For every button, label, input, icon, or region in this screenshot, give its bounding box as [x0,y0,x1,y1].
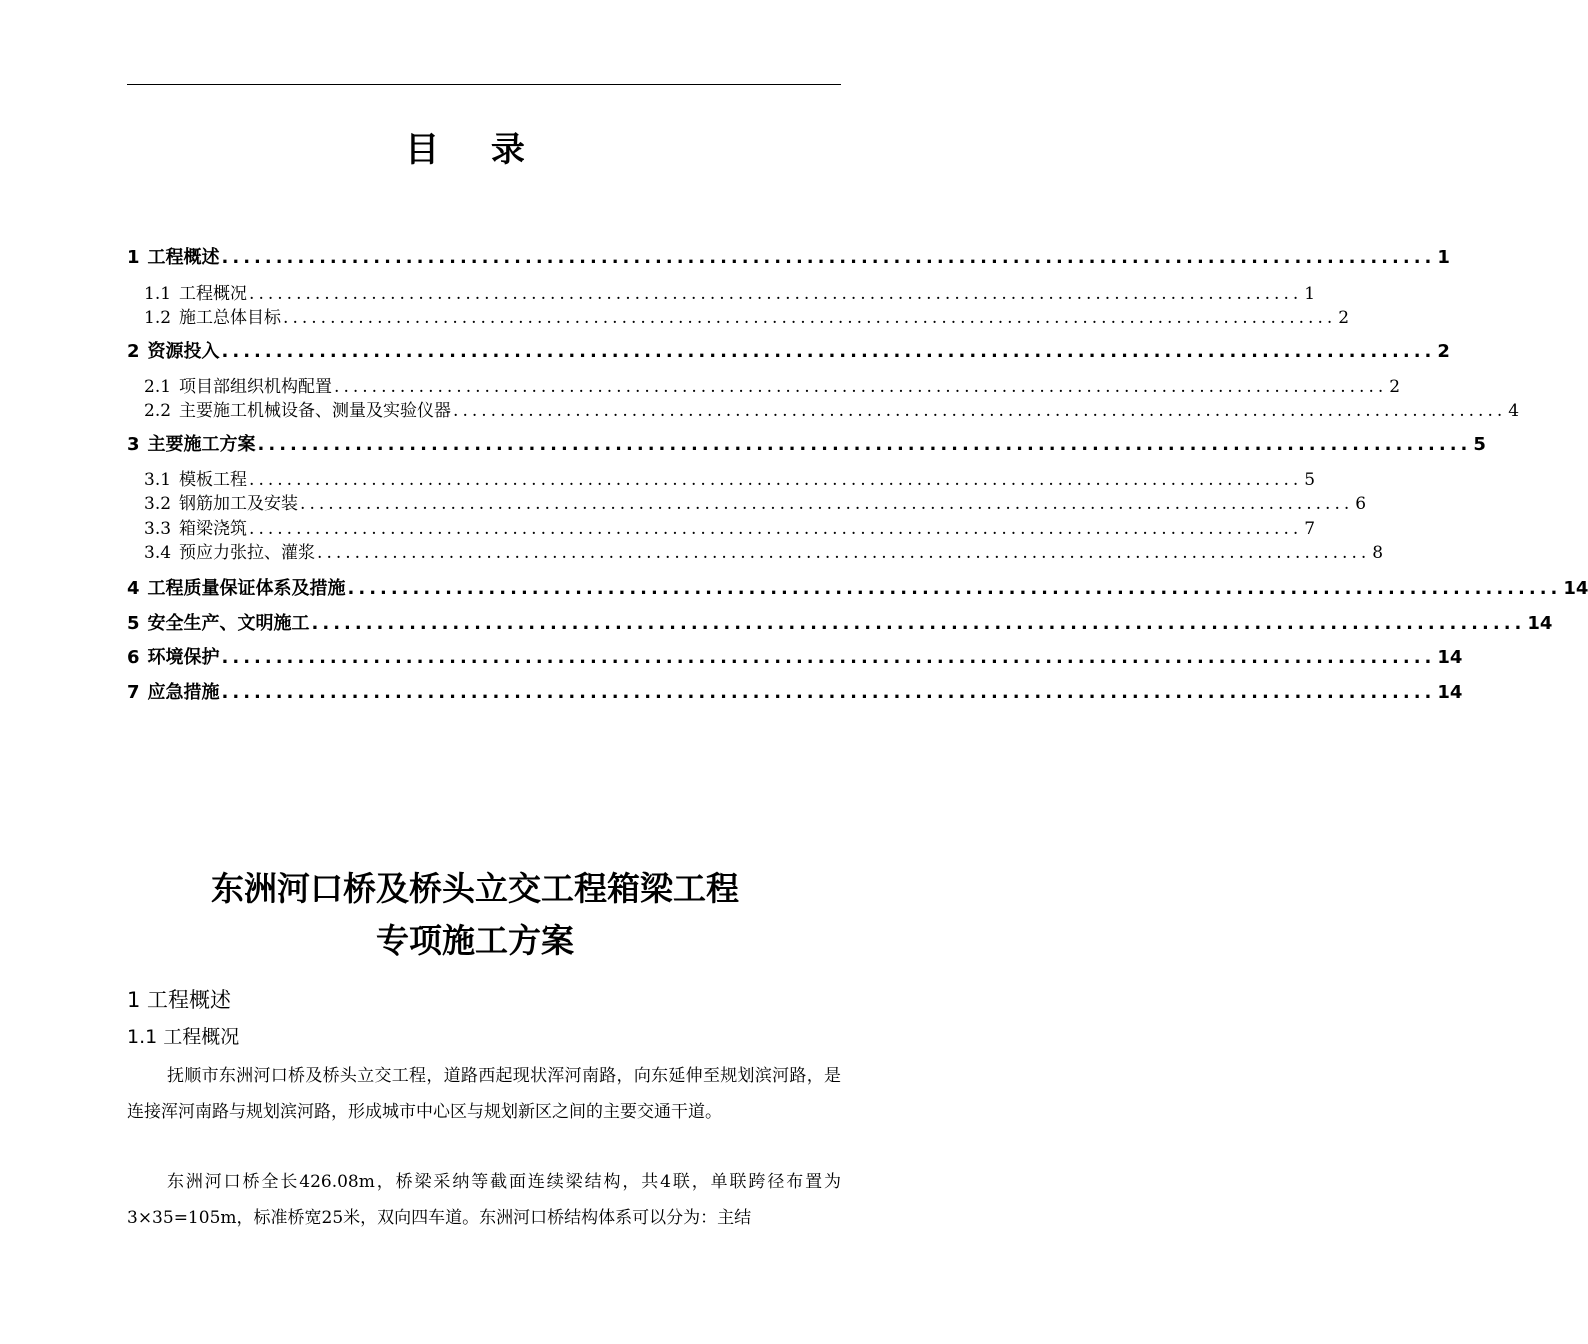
toc-entry-page: 4 [1508,401,1520,421]
document-title-line-2: 专项施工方案 [376,921,574,960]
toc-entry-page: 2 [1338,308,1350,328]
toc-leader: ................................................................................................................ [221,682,1436,703]
toc-entry-page: 14 [1437,682,1463,703]
toc-entry[interactable] [127,492,1367,516]
toc-leader: ................................................................................................................ [221,341,1436,362]
toc-entry[interactable] [127,541,1384,565]
toc-entry-page: 7 [1304,519,1316,539]
toc-entry-number: 1.1 [144,284,172,304]
toc-entry-label: 预应力张拉、灌浆 [179,543,316,563]
toc-entry[interactable] [127,575,1588,603]
document-title-line-1: 东洲河口桥及桥头立交工程箱梁工程 [211,869,739,908]
toc-leader: ................................................................................................................ [221,247,1436,268]
toc-entry-page: 1 [1437,247,1450,268]
toc-entry-page: 5 [1473,434,1486,455]
toc-leader: ................................................................................................................ [221,647,1436,668]
toc-entry-page: 5 [1304,470,1316,490]
toc-entry-label: 应急措施 [147,682,220,703]
toc-entry[interactable] [127,306,1350,330]
toc-entry[interactable] [127,431,1486,459]
toc-entry-page: 6 [1355,494,1367,514]
toc-leader: ................................................................................................................ [249,470,1303,490]
subsection-heading: 1.1 工程概况 [127,1026,240,1048]
toc-entry-label: 工程概述 [147,247,220,268]
toc-entry-number: 3 [127,434,140,455]
toc-leader: ................................................................................................................ [311,613,1526,634]
toc-entry-page: 14 [1527,613,1553,634]
toc-entry[interactable] [127,679,1463,707]
toc-entry-number: 2.1 [144,377,172,397]
toc-entry-label: 主要施工方案 [147,434,256,455]
toc-leader: ................................................................................................................ [257,434,1472,455]
toc-leader: ................................................................................................................ [453,401,1507,421]
toc-entry-number: 6 [127,647,140,668]
toc-entry[interactable] [127,644,1463,672]
toc-entry-number: 1.2 [144,308,172,328]
toc-leader: ................................................................................................................ [249,284,1303,304]
toc-entry[interactable] [127,338,1450,366]
toc-entry-number: 2 [127,341,140,362]
toc-entry[interactable] [127,517,1316,541]
toc-leader: ................................................................................................................ [249,519,1303,539]
toc-entry-number: 1 [127,247,140,268]
toc-entry-label: 施工总体目标 [179,308,282,328]
toc-entry-label: 主要施工机械设备、测量及实验仪器 [179,401,452,421]
toc-entry[interactable] [127,399,1520,423]
toc-entry-label: 工程概况 [179,284,248,304]
toc-entry-page: 1 [1304,284,1316,304]
body-paragraph: 抚顺市东洲河口桥及桥头立交工程，道路西起现状浑河南路，向东延伸至规划滨河路，是连接浑河南路与规划滨河路，形成城市中心区与规划新区之间的主要交通干道。 [127,1066,841,1122]
toc-entry[interactable] [127,468,1316,492]
toc-entry-number: 4 [127,578,140,599]
section-heading: 1 工程概述 [127,988,232,1012]
toc-entry-label: 环境保护 [147,647,220,668]
toc-entry-number: 3.3 [144,519,172,539]
toc-entry-label: 模板工程 [179,470,248,490]
toc-entry-number: 3.2 [144,494,172,514]
toc-entry-label: 箱梁浇筑 [179,519,248,539]
toc-leader: ................................................................................................................ [334,377,1388,397]
toc-entry-label: 项目部组织机构配置 [179,377,333,397]
toc-entry-number: 3.4 [144,543,172,563]
toc-entry-label: 工程质量保证体系及措施 [147,578,346,599]
toc-leader: ................................................................................................................ [347,578,1562,599]
toc-title: 目 录 [405,130,545,170]
toc-entry[interactable] [127,282,1316,306]
toc-entry-page: 14 [1563,578,1588,599]
toc-entry-number: 7 [127,682,140,703]
toc-entry-page: 8 [1372,543,1384,563]
header-rule [127,84,841,85]
toc-entry[interactable] [127,244,1450,272]
toc-entry-label: 资源投入 [147,341,220,362]
toc-leader: ................................................................................................................ [283,308,1337,328]
toc-entry-page: 2 [1389,377,1401,397]
toc-entry[interactable] [127,610,1553,638]
toc-leader: ................................................................................................................ [300,494,1354,514]
toc-entry[interactable] [127,375,1401,399]
toc-entry-page: 14 [1437,647,1463,668]
toc-entry-label: 钢筋加工及安装 [179,494,299,514]
toc-entry-number: 2.2 [144,401,172,421]
body-paragraph: 东洲河口桥全长426.08m，桥梁采纳等截面连续梁结构，共4联，单联跨径布置为3×35=105m，标准桥宽25米，双向四车道。东洲河口桥结构体系可以分为：主结 [127,1172,841,1228]
toc-entry-number: 5 [127,613,140,634]
toc-entry-page: 2 [1437,341,1450,362]
toc-entry-number: 3.1 [144,470,172,490]
toc-entry-label: 安全生产、文明施工 [147,613,310,634]
toc-leader: ................................................................................................................ [317,543,1371,563]
